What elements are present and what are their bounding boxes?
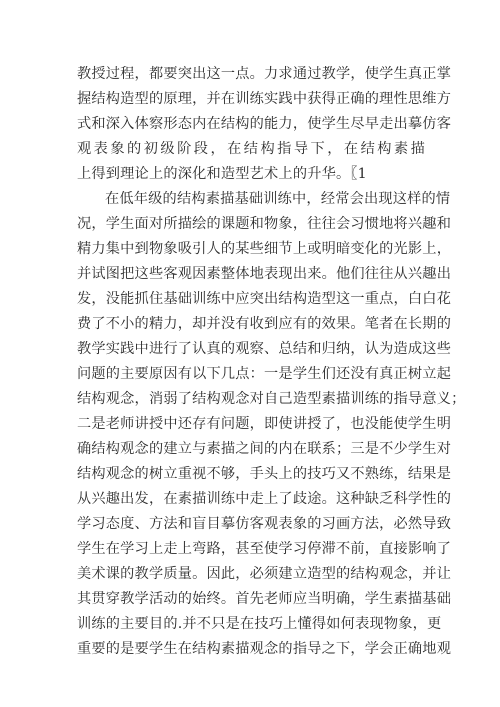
text-line: 学习态度、方法和盲目摹仿客观表象的习画方法，必然导致 xyxy=(77,516,452,532)
paragraph-2 xyxy=(77,187,466,662)
text-line: 美术课的教学质量。因此，必须建立造型的结构观念，并让 xyxy=(77,566,452,582)
text-line: 其贯穿教学活动的始终。首先老师应当明确，学生素描基础 xyxy=(77,591,452,607)
text-line: 况，学生面对所描绘的课题和物象，往往会习惯地将兴趣和 xyxy=(77,216,452,232)
paragraph-1 xyxy=(77,62,452,187)
text-line: 结构观念的树立重视不够，手头上的技巧又不熟练，结果是 xyxy=(77,466,452,482)
text-line: 问题的主要原因有以下几点：一是学生们还没有真正树立起 xyxy=(77,366,452,382)
text-line: 学生在学习上走上弯路，甚至使学习停滞不前，直接影响了 xyxy=(77,541,452,557)
text-line: 训练的主要目的.并不只是在技巧上懂得如何表现物象，更 xyxy=(77,616,442,632)
document-page xyxy=(77,62,466,662)
text-line: 观表象的初级阶段，在结构指导下，在结构素描 xyxy=(77,141,425,157)
text-line: 发，没能抓住基础训练中应突出结构造型这一重点，白白花 xyxy=(77,291,452,307)
text-line: 并试图把这些客观因素整体地表现出来。他们往往从兴趣出 xyxy=(77,266,452,282)
text-line: 二是老师讲授中还存有问题，即使讲授了，也没能使学生明 xyxy=(77,416,452,432)
text-line: 从兴趣出发，在素描训练中走上了歧途。这种缺乏科学性的 xyxy=(77,491,452,507)
text-line: 在低年级的结构素描基础训练中，经常会出现这样的情 xyxy=(105,191,451,207)
text-line: 费了不小的精力，却并没有收到应有的效果。笔者在长期的 xyxy=(77,316,452,332)
text-line: 重要的是要学生在结构素描观念的指导之下，学会正确地观 xyxy=(77,641,452,657)
text-line: 教学实践中进行了认真的观察、总结和归纳，认为造成这些 xyxy=(77,341,452,357)
text-line: 确结构观念的建立与素描之间的内在联系；三是不少学生对 xyxy=(77,441,452,457)
text-line: 结构观念，消弱了结构观念对自己造型素描训练的指导意义； xyxy=(77,391,466,407)
text-line: 式和深入体察形态内在结构的能力，使学生尽早走出摹仿客 xyxy=(77,116,452,132)
text-line: 上得到理论上的深化和造型艺术上的升华。〖1 xyxy=(77,166,367,182)
text-line: 教授过程，都要突出这一点。力求通过教学，使学生真正掌 xyxy=(77,66,452,82)
text-line: 握结构造型的原理，并在训练实践中获得正确的理性思维方 xyxy=(77,91,452,107)
text-line: 精力集中到物象吸引人的某些细节上或明暗变化的光影上， xyxy=(77,241,452,257)
